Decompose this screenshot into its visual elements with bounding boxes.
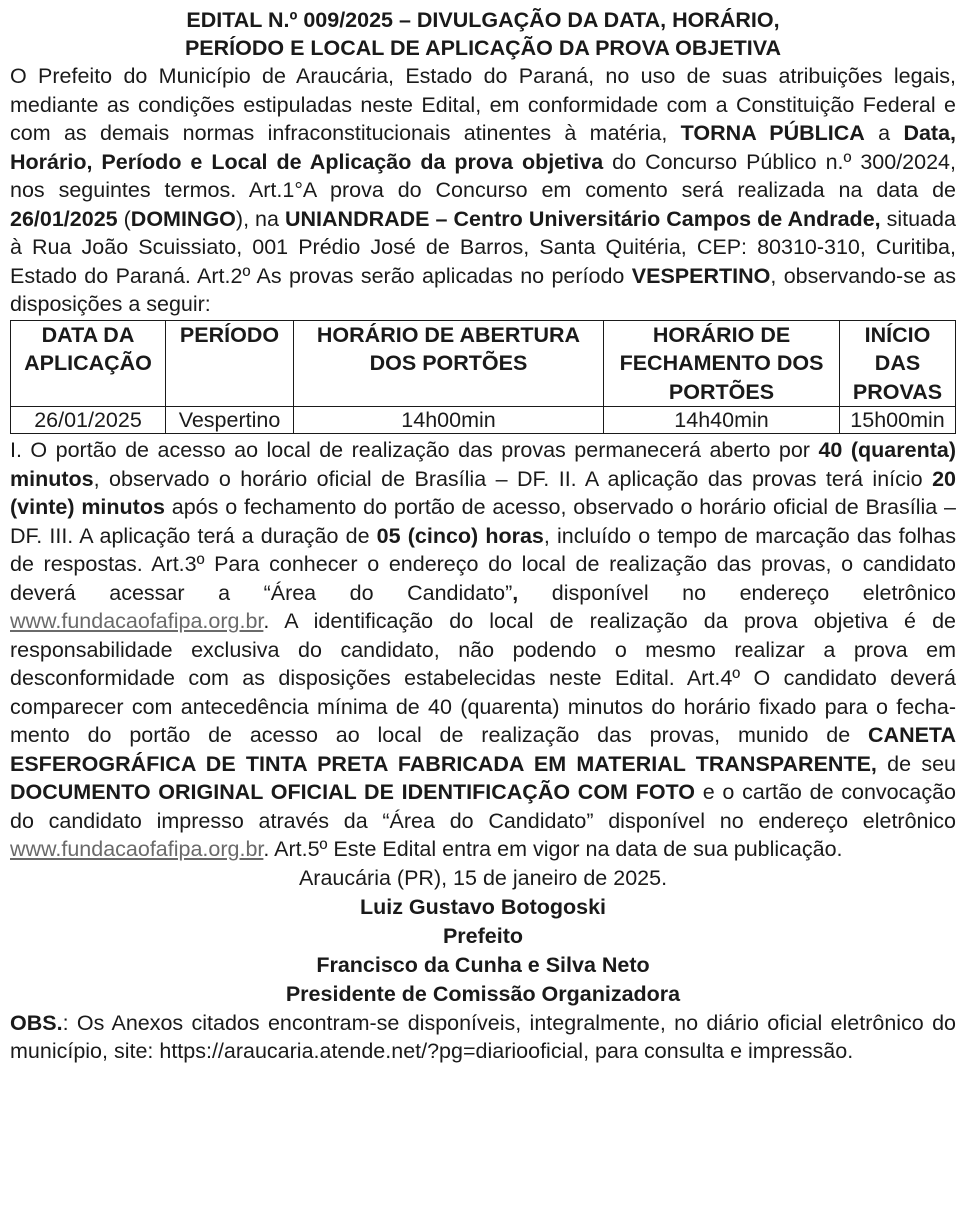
- body-text-9: . Art.5º Este Edital entra em vigor na data de sua publicação.: [263, 837, 843, 861]
- body-text-3: após o fechamento do portão de acesso, observado o horário oficial de Brasília – DF. III. A aplicação terá a duração de: [10, 495, 956, 548]
- intro-text-2: a: [864, 121, 904, 145]
- cell-periodo: Vespertino: [166, 407, 294, 434]
- intro-bold-4: DOMINGO: [130, 206, 236, 231]
- fundacao-link-1[interactable]: www.fundacaofafipa.org.br: [10, 609, 264, 633]
- body-bold-3: 05 (cinco) horas: [376, 523, 544, 548]
- title-line-1: EDITAL N.º 009/2025 – DIVULGAÇÃO DA DATA, HORÁRIO,: [186, 8, 780, 32]
- header-inicio: INÍCIO DAS PROVAS: [840, 320, 956, 407]
- body-bold-2: 20 (vinte) minutos: [10, 466, 956, 519]
- table-row: [11, 407, 956, 434]
- header-periodo: PERÍODO: [166, 320, 294, 407]
- body-bold-1: 40 (quarenta) minutos: [10, 438, 956, 491]
- intro-text-6: situada à Rua João Scuissiato, 001 Prédio José de Barros, Santa Quitéria, CEP: 80310-310, Curitiba, Estado do Paraná. Art.2º As provas serão aplicadas no período: [10, 206, 956, 288]
- fundacao-link-2[interactable]: www.fundacaofafipa.org.br: [10, 837, 264, 861]
- header-abertura: HORÁRIO DE ABERTURA DOS PORTÕES: [294, 320, 604, 407]
- body-text-4: , incluído o tempo de marcação das folhas de respostas. Art.3º Para conhecer o endereço do local de realização das provas, o candidato deverá acessar a “Área do Candidato”: [10, 523, 956, 605]
- header-fechamento: HORÁRIO DE FECHAMENTO DOS PORTÕES: [604, 320, 840, 407]
- table-header-row: [11, 320, 956, 407]
- intro-text-1: O Prefeito do Município de Araucária, Estado do Paraná, no uso de suas atribuições legais, mediante as condições estipuladas neste Edital, em conformidade com a Constituição Federal e com as demais normas infraconstitucionais atinentes à matéria,: [10, 64, 956, 145]
- intro-bold-1: TORNA PÚBLICA: [680, 121, 865, 145]
- body-bold-4: ,: [512, 580, 519, 605]
- body-text-2: , observado o horário oficial de Brasília – DF. II. A aplicação das provas terá início: [93, 466, 933, 491]
- body-text-7: de seu: [876, 751, 957, 776]
- body-bold-5: CANETA ESFEROGRÁFICA DE TINTA PRETA FABRICADA EM MATERIAL TRANSPARENTE,: [10, 723, 956, 776]
- signer-name-1: Luiz Gustavo Botogoski: [359, 894, 607, 919]
- cell-abertura: 14h00min: [294, 407, 604, 434]
- intro-text-7: , observando-se as disposições a seguir:: [10, 263, 956, 316]
- intro-bold-5: UNIANDRADE – Centro Universitário Campos de Andrade,: [285, 206, 881, 231]
- intro-bold-2: Data, Horário, Período e Local de Aplicação da prova objetiva: [10, 121, 957, 174]
- title-line-2: PERÍODO E LOCAL DE APLICAÇÃO DA PROVA OBJETIVA: [184, 36, 782, 60]
- signature-block: [10, 864, 956, 1009]
- body-text-6: . A identificação do local de realização da prova objetiva é de responsabilidade exclusiva do candidato, não podendo o mesmo realizar a prova em desconformidade com as disposições estabelecidas neste Edital. Art.4º O candidato deverá comparecer com antecedência mínima de 40 (quarenta) minutos do horário fixado para o fechamento do portão de acesso ao local de realização das provas, munido de: [10, 609, 956, 747]
- header-data-aplicacao: DATA DA APLICAÇÃO: [11, 320, 166, 407]
- schedule-table: [10, 320, 956, 435]
- intro-bold-6: VESPERTINO: [631, 263, 771, 288]
- body-text-5: disponível no endereço eletrônico: [518, 580, 957, 605]
- cell-data: 26/01/2025: [11, 407, 166, 434]
- intro-text-4: (: [117, 206, 131, 231]
- body-bold-6: DOCUMENTO ORIGINAL OFICIAL DE IDENTIFICAÇÃO COM FOTO: [10, 780, 696, 804]
- intro-text-5: ), na: [235, 206, 285, 231]
- signer-role-2: Presidente de Comissão Organizadora: [285, 981, 681, 1006]
- signer-role-1: Prefeito: [442, 923, 524, 948]
- cell-fechamento: 14h40min: [604, 407, 840, 434]
- signer-name-2: Francisco da Cunha e Silva Neto: [316, 952, 650, 977]
- intro-text-3: do Concurso Público n.º 300/2024, nos seguintes termos. Art.1°A prova do Concurso em comento será realizada na data de: [10, 149, 956, 202]
- place-date: Araucária (PR), 15 de janeiro de 2025.: [298, 865, 668, 890]
- body-text-1: I. O portão de acesso ao local de realização das provas permanecerá aberto por: [10, 438, 819, 462]
- intro-bold-3: 26/01/2025: [10, 206, 118, 231]
- document-title: [10, 6, 956, 62]
- obs-paragraph: [10, 1009, 956, 1066]
- cell-inicio: 15h00min: [840, 407, 956, 434]
- obs-text: : Os Anexos citados encontram-se disponíveis, integralmente, no diário oficial eletrônico do município, site: https://araucaria.atende.net/?pg=diariooficial, para consulta e impressão.: [10, 1010, 956, 1063]
- body-text-8: e o cartão de convocação do candidato impresso através da “Área do Candidato” disponível no endereço eletrônico: [10, 780, 956, 833]
- body-paragraph: [10, 436, 956, 864]
- obs-label: OBS.: [10, 1010, 63, 1035]
- intro-paragraph: [10, 62, 956, 319]
